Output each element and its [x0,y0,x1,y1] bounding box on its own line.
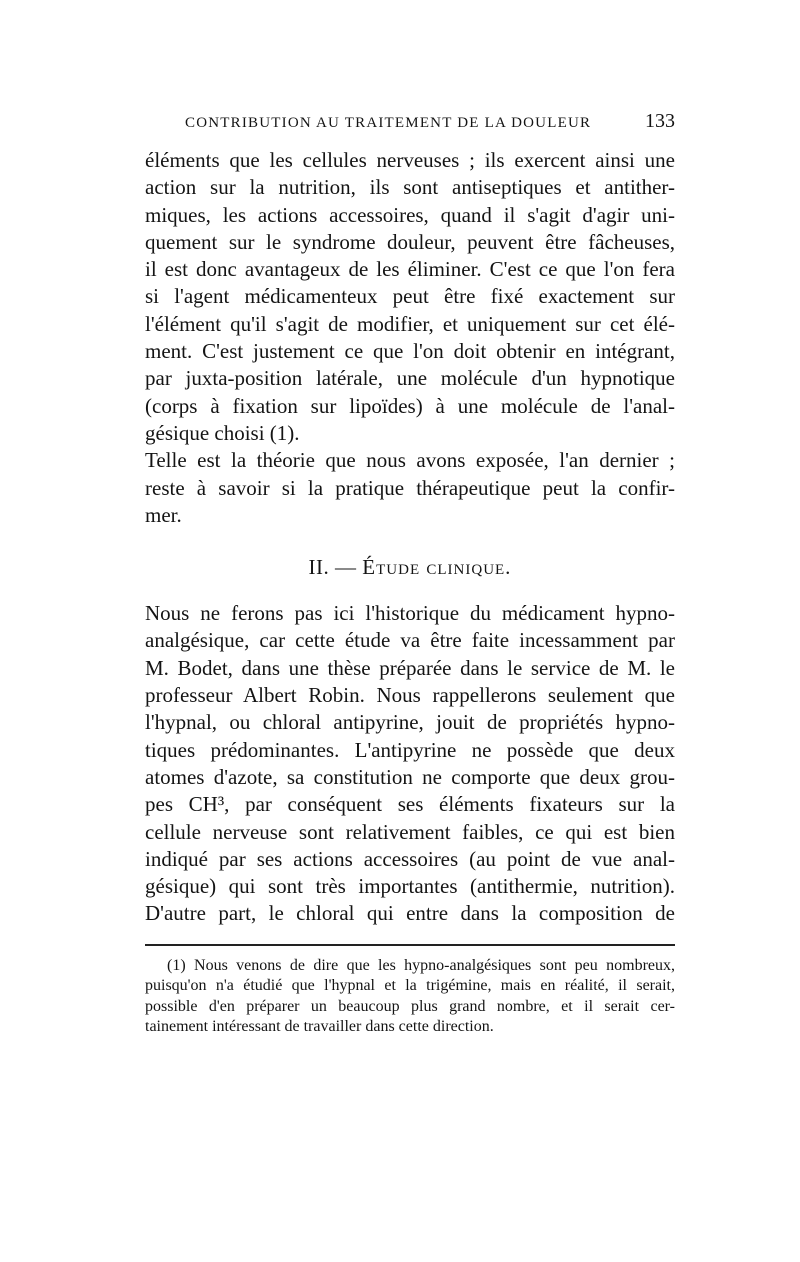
text-line: il est donc avantageux de les éliminer. C'est ce que l'on fera [145,257,675,282]
text-line: ment. C'est justement ce que l'on doit obtenir en intégrant, [145,339,675,364]
text-line: tiques prédominantes. L'antipyrine ne possède que deux [145,737,675,762]
text-line: cellule nerveuse sont relativement faibles, ce qui est bien [145,819,675,844]
footnote-divider [145,944,675,946]
text-line: action sur la nutrition, ils sont antiseptiques et antither- [145,175,675,200]
text-line: indiqué par ses actions accessoires (au point de vue anal- [145,846,675,871]
section-heading [145,555,675,580]
footnote-line: tainement intéressant de travailler dans cette direction. [145,1018,494,1036]
text-line: l'élément qu'il s'agit de modifier, et uniquement sur cet élé- [145,311,675,336]
text-line: M. Bodet, dans une thèse préparée dans le service de M. le [145,655,675,680]
footnote-line: (1) Nous venons de dire que les hypno-analgésiques sont peu nombreux, [167,956,675,974]
footnote [145,956,675,1038]
text-line: professeur Albert Robin. Nous rappellerons seulement que [145,683,675,708]
text-line: gésique) qui sont très importantes (antithermie, nutrition). [145,874,675,899]
text-line: analgésique, car cette étude va être faite incessamment par [145,628,675,653]
text-line: gésique choisi (1). [145,420,300,445]
text-line: Nous ne ferons pas ici l'historique du médicament hypno- [145,601,675,626]
paragraph-2 [145,447,675,529]
text-line: reste à savoir si la pratique thérapeutique peut la confir- [145,475,675,500]
text-line: D'autre part, le chloral qui entre dans la composition de [145,901,675,926]
running-head-title: CONTRIBUTION AU TRAITEMENT DE LA DOULEUR [185,115,592,131]
text-line: si l'agent médicamenteux peut être fixé exactement sur [145,284,675,309]
text-line: (corps à fixation sur lipoïdes) à une molécule de l'anal- [145,393,675,418]
running-head [145,110,675,133]
paragraph-3 [145,600,675,928]
text-line: quement sur le syndrome douleur, peuvent être fâcheuses, [145,229,675,254]
text-line: mer. [145,502,182,527]
text-line: par juxta-position latérale, une molécule d'un hypnotique [145,366,675,391]
text-line: Telle est la théorie que nous avons exposée, l'an dernier ; [145,448,675,473]
text-line: pes CH³, par conséquent ses éléments fixateurs sur la [145,792,675,817]
text-line: éléments que les cellules nerveuses ; ils exercent ainsi une [145,148,675,172]
section-title: Étude clinique. [362,555,512,580]
text-line: atomes d'azote, sa constitution ne comporte que deux grou- [145,764,675,789]
footnote-line: possible d'en préparer un beaucoup plus grand nombre, et il serait cer- [145,997,675,1015]
paragraph-1 [145,147,675,447]
section-number: II. — [308,555,357,580]
text-line: l'hypnal, ou chloral antipyrine, jouit de propriétés hypno- [145,710,675,735]
book-page [145,110,675,1038]
page-number: 133 [645,110,675,132]
text-line: miques, les actions accessoires, quand il s'agit d'agir uni- [145,202,675,227]
footnote-line: puisqu'on n'a étudié que l'hypnal et la trigémine, mais en réalité, il serait, [145,977,675,995]
